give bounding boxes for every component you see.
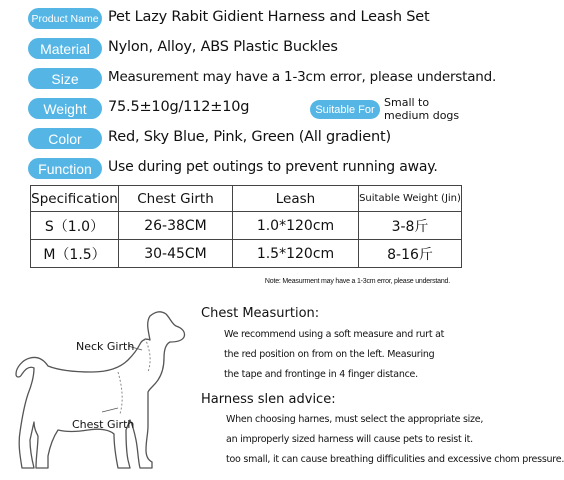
- table-cell: 1.0*120cm: [233, 212, 359, 240]
- harness-line: an improperly sized harness will cause pets to resist it.: [226, 434, 473, 445]
- size-pill: Size: [28, 68, 102, 89]
- table-cell: S（1.0）: [31, 212, 119, 240]
- color-pill: Color: [28, 128, 102, 149]
- function-value: Use during pet outings to prevent running away.: [108, 159, 438, 175]
- table-row: [31, 212, 462, 240]
- chest-line: We recommend using a soft measure and rurt at: [224, 329, 445, 340]
- chest-line: the tape and frontinge in 4 finger distance.: [224, 369, 418, 380]
- harness-line: When choosing harnes, must select the appropriate size,: [226, 414, 484, 425]
- suitable-line-2: medium dogs: [384, 109, 460, 122]
- weight-pill: Weight: [28, 98, 102, 119]
- color-value: Red, Sky Blue, Pink, Green (All gradient): [108, 129, 391, 145]
- suitable-for-value: [384, 96, 459, 122]
- dog-outline: [16, 312, 185, 468]
- harness-section-title: Harness slen advice:: [201, 392, 336, 407]
- table-header-cell: Chest Girth: [119, 186, 233, 212]
- product-name-pill: Product Name: [28, 8, 102, 29]
- suitable-for-pill: Suitable For: [310, 100, 380, 119]
- table-cell: 30-45CM: [119, 240, 233, 268]
- weight-value: 75.5±10g/112±10g: [108, 99, 250, 115]
- table-cell: M（1.5）: [31, 240, 119, 268]
- chest-section-text: [224, 325, 444, 385]
- measurement-note: Note: Measurment may have a 1-3cm error, please understand.: [264, 278, 450, 285]
- table-header-cell: Specification: [31, 186, 119, 212]
- function-pill: Function: [28, 158, 102, 179]
- neck-girth-label: Neck Girth: [76, 340, 135, 353]
- chest-girth-label: Chest Girth: [72, 418, 135, 431]
- harness-section-text: [226, 410, 564, 470]
- harness-line: too small, it can cause breathing difficulities and excessive chom pressure.: [226, 454, 564, 465]
- table-cell: 26-38CM: [119, 212, 233, 240]
- material-value: Nylon, Alloy, ABS Plastic Buckles: [108, 39, 338, 55]
- dog-illustration: [0, 300, 200, 480]
- product-name-value: Pet Lazy Rabit Gidient Harness and Leash Set: [108, 9, 430, 25]
- table-header-cell: Leash: [233, 186, 359, 212]
- table-row: [31, 240, 462, 268]
- size-value: Measurement may have a 1-3cm error, please understand.: [108, 69, 497, 85]
- table-cell: 3-8斤: [359, 212, 462, 240]
- table-header-cell: Suitable Weight (Jin): [359, 186, 462, 212]
- chest-section-title: Chest Measurtion:: [201, 306, 320, 321]
- suitable-line-1: Small to: [384, 96, 430, 109]
- material-pill: Material: [28, 38, 102, 59]
- table-cell: 8-16斤: [359, 240, 462, 268]
- chest-line: the red position on from on the left. Measuring: [224, 349, 435, 360]
- size-table: [30, 185, 462, 268]
- table-header-row: [31, 186, 462, 212]
- table-cell: 1.5*120cm: [233, 240, 359, 268]
